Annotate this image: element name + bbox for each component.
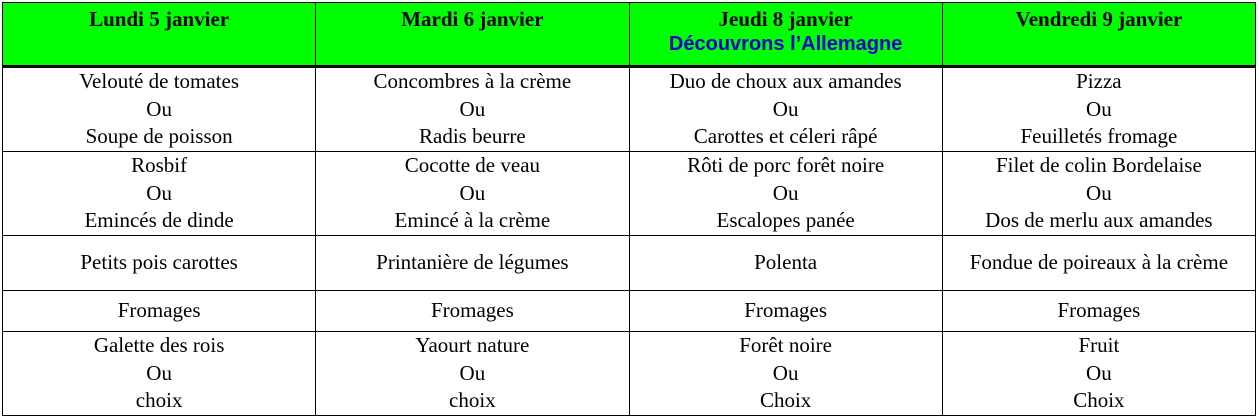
dish: Polenta bbox=[754, 250, 818, 275]
day-label: Vendredi 9 janvier bbox=[1015, 7, 1183, 31]
dish: Choix bbox=[1073, 388, 1125, 413]
dish: Feuilletés fromage bbox=[1020, 124, 1178, 149]
dish: Concombres à la crème bbox=[373, 69, 572, 94]
or-separator: Ou bbox=[146, 96, 172, 121]
dish: Fromages bbox=[1057, 298, 1141, 323]
dish: choix bbox=[449, 388, 496, 413]
or-separator: Ou bbox=[1086, 360, 1112, 385]
dish: Petits pois carottes bbox=[80, 250, 238, 275]
day-label: Lundi 5 janvier bbox=[89, 7, 230, 31]
menu-cell bbox=[942, 332, 1255, 416]
dish: Emincés de dinde bbox=[84, 208, 234, 233]
or-separator: Ou bbox=[459, 96, 486, 121]
dish: Rosbif bbox=[131, 153, 188, 178]
menu-cell bbox=[629, 332, 942, 416]
menu-cell bbox=[3, 291, 316, 332]
dish: Forêt noire bbox=[739, 333, 832, 358]
dish: Yaourt nature bbox=[415, 333, 530, 358]
menu-row-mains bbox=[3, 152, 1256, 236]
or-separator: Ou bbox=[459, 360, 486, 385]
menu-cell bbox=[316, 67, 629, 152]
dish: Fromages bbox=[430, 298, 514, 323]
dish: Galette des rois bbox=[93, 333, 225, 358]
day-label: Jeudi 8 janvier bbox=[718, 7, 853, 31]
dish: Velouté de tomates bbox=[79, 69, 240, 94]
dish: Emincé à la crème bbox=[394, 208, 551, 233]
or-separator: Ou bbox=[146, 360, 172, 385]
dish: Pizza bbox=[1076, 69, 1122, 94]
dish: Fondue de poireaux à la crème bbox=[969, 250, 1229, 275]
menu-cell bbox=[629, 67, 942, 152]
or-separator: Ou bbox=[146, 180, 172, 205]
dish: Rôti de porc forêt noire bbox=[687, 153, 885, 178]
dish: Fromages bbox=[744, 298, 828, 323]
menu-cell bbox=[629, 236, 942, 291]
menu-cell bbox=[629, 152, 942, 236]
dish: Printanière de légumes bbox=[376, 250, 569, 275]
day-header-tuesday bbox=[316, 3, 629, 67]
menu-row-desserts bbox=[3, 332, 1256, 416]
menu-cell bbox=[316, 236, 629, 291]
header-row bbox=[3, 3, 1256, 67]
menu-cell bbox=[3, 236, 316, 291]
dish: Escalopes panée bbox=[716, 208, 855, 233]
dish: Fruit bbox=[1078, 333, 1120, 358]
or-separator: Ou bbox=[772, 96, 799, 121]
day-header-friday bbox=[942, 3, 1255, 67]
menu-row-sides bbox=[3, 236, 1256, 291]
menu-cell bbox=[3, 152, 316, 236]
menu-cell bbox=[942, 291, 1255, 332]
menu-cell bbox=[316, 332, 629, 416]
dish: Dos de merlu aux amandes bbox=[985, 208, 1213, 233]
dish: Choix bbox=[759, 388, 812, 413]
menu-row-starters bbox=[3, 67, 1256, 152]
menu-cell bbox=[942, 67, 1255, 152]
menu-cell bbox=[942, 236, 1255, 291]
dish: Fromages bbox=[117, 298, 201, 323]
menu-cell bbox=[942, 152, 1255, 236]
or-separator: Ou bbox=[772, 360, 799, 385]
day-theme: Découvrons l’Allemagne bbox=[668, 33, 903, 55]
day-header-thursday bbox=[629, 3, 942, 67]
or-separator: Ou bbox=[772, 180, 799, 205]
menu-cell bbox=[3, 67, 316, 152]
or-separator: Ou bbox=[459, 180, 486, 205]
day-label: Mardi 6 janvier bbox=[401, 7, 544, 31]
dish: Radis beurre bbox=[419, 124, 526, 149]
dish: choix bbox=[135, 388, 183, 413]
menu-row-cheese bbox=[3, 291, 1256, 332]
menu-cell bbox=[316, 152, 629, 236]
dish: Filet de colin Bordelaise bbox=[995, 153, 1202, 178]
dish: Cocotte de veau bbox=[404, 153, 541, 178]
menu-cell bbox=[3, 332, 316, 416]
or-separator: Ou bbox=[1086, 96, 1112, 121]
or-separator: Ou bbox=[1086, 180, 1112, 205]
menu-table bbox=[2, 2, 1256, 416]
day-header-monday bbox=[3, 3, 316, 67]
dish: Soupe de poisson bbox=[85, 124, 233, 149]
menu-cell bbox=[316, 291, 629, 332]
dish: Carottes et céleri râpé bbox=[693, 124, 878, 149]
menu-cell bbox=[629, 291, 942, 332]
dish: Duo de choux aux amandes bbox=[669, 69, 902, 94]
